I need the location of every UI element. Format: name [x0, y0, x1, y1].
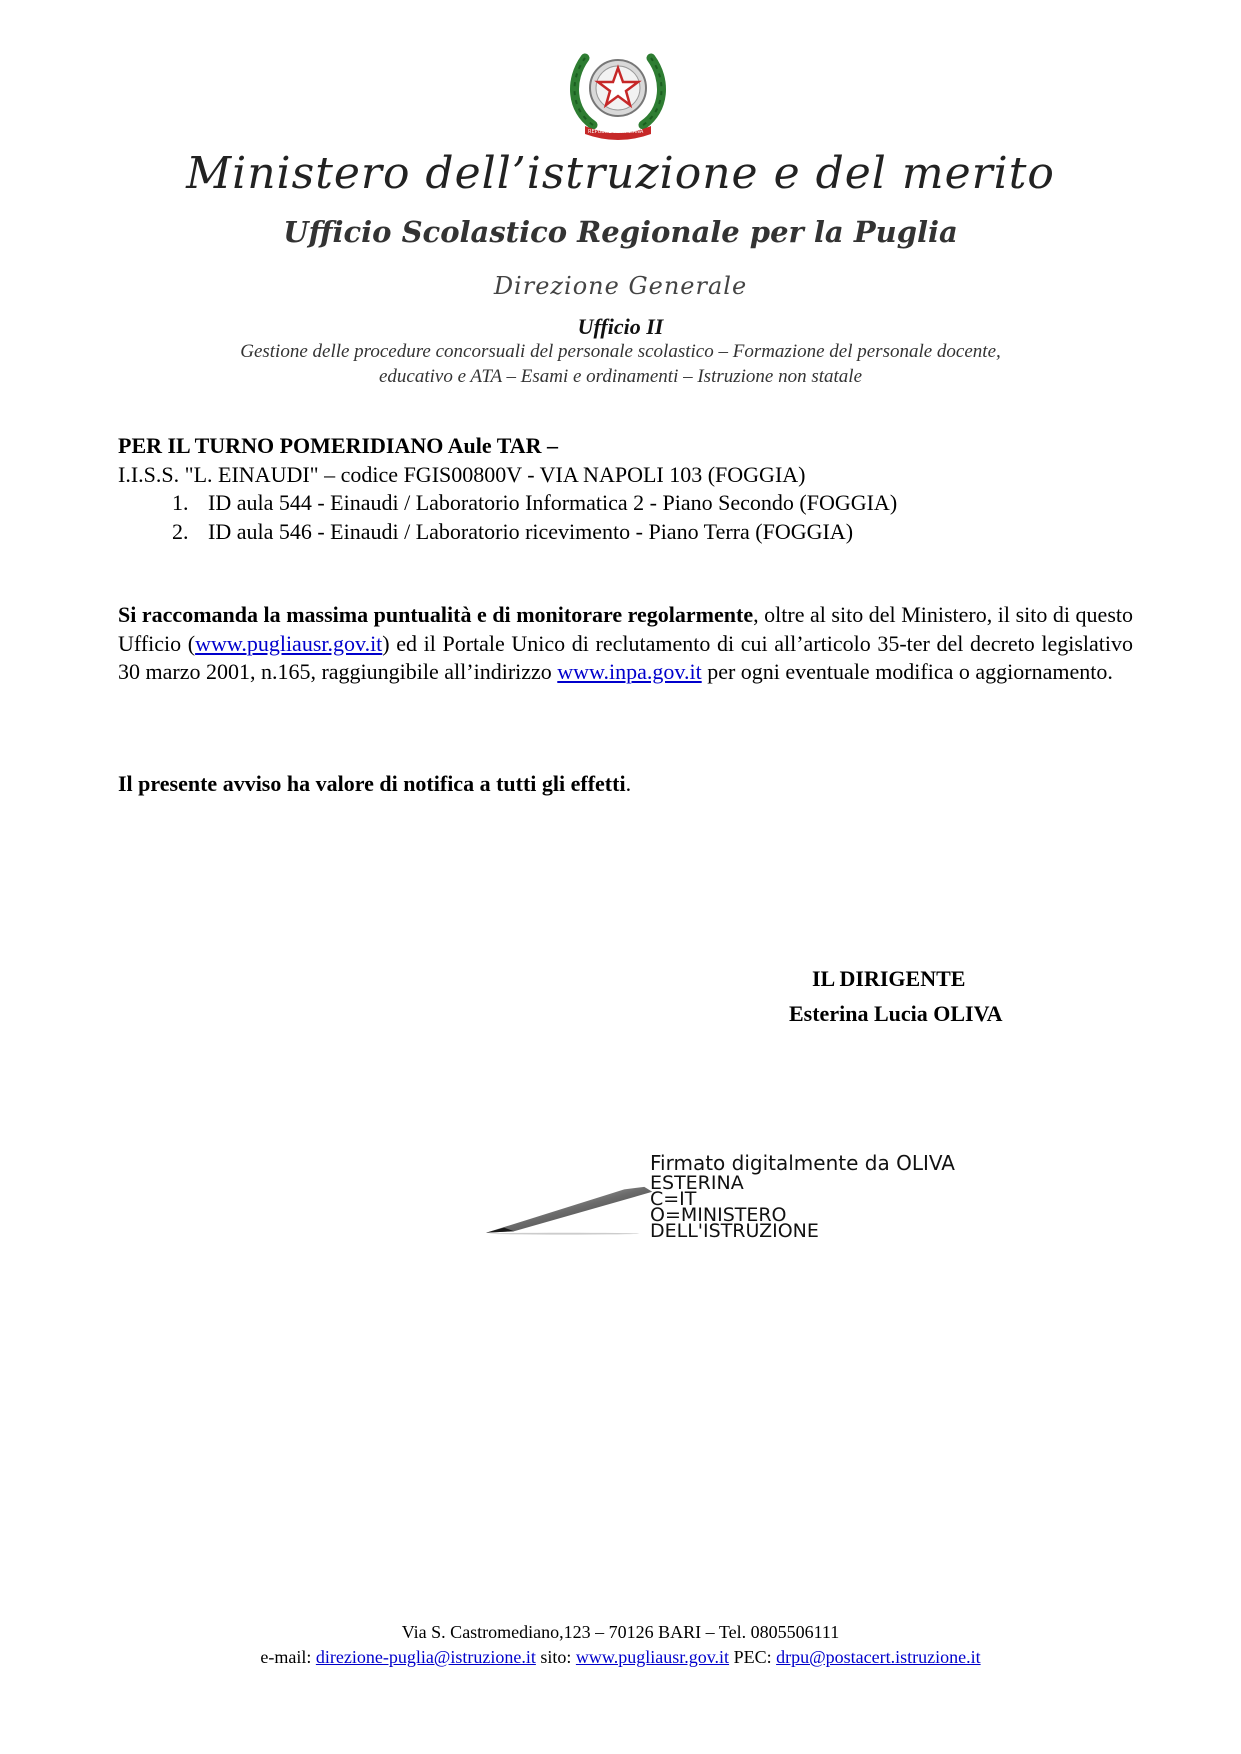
- recommendation-text-2: ) ed il Portale Unico di reclutamento di cui all’articolo 35-ter del decreto legislativo 30 marzo 2001, n.165, raggiungibile all’indirizzo: [118, 630, 1133, 684]
- recommendation-bold: Si raccomanda la massima puntualità e di monitorare regolarmente: [118, 602, 754, 627]
- email-link[interactable]: direzione-puglia@istruzione.it: [315, 1647, 536, 1667]
- digital-signature-line3: C=IT: [650, 1188, 697, 1210]
- signatory-role: IL DIRIGENTE: [812, 966, 966, 991]
- recommendation-text-1: , oltre al sito del Ministero, il sito di questo Ufficio (: [118, 602, 1133, 656]
- regional-office-name: Ufficio Scolastico Regionale per la Puglia: [283, 215, 958, 249]
- recommendation-text-3: per ogni eventuale modifica o aggiornamento.: [701, 659, 1113, 684]
- office-name: Ufficio II: [577, 314, 664, 339]
- digital-signature-line1: Firmato digitalmente da OLIVA: [650, 1151, 955, 1175]
- digital-signature-text: [650, 1151, 955, 1242]
- pen-icon: [484, 1130, 654, 1290]
- ministry-name: Ministero dell’istruzione e del merito: [186, 148, 1055, 199]
- digital-signature-line4: O=MINISTERO: [650, 1204, 787, 1226]
- turno-section: [118, 432, 1133, 489]
- site-link[interactable]: www.pugliausr.gov.it: [575, 1647, 730, 1667]
- emblem-ribbon-text: REPUBBLICA ITALIANA: [588, 129, 644, 135]
- pec-link[interactable]: drpu@postacert.istruzione.it: [776, 1647, 981, 1667]
- office-description-line1: Gestione delle procedure concorsuali del personale scolastico – Formazione del personale docente,: [240, 341, 1001, 362]
- inpa-link[interactable]: www.inpa.gov.it: [557, 659, 702, 684]
- footer: [0, 1620, 1241, 1670]
- pec-label: PEC:: [729, 1647, 777, 1667]
- notice-end: .: [625, 771, 632, 796]
- office-description-line2: educativo e ATA – Esami e ordinamenti – Istruzione non statale: [378, 366, 863, 387]
- office-description: [150, 339, 1091, 389]
- signatory-name: Esterina Lucia OLIVA: [789, 1001, 1003, 1026]
- rooms-list: [118, 489, 1133, 546]
- site-label: sito:: [535, 1647, 576, 1667]
- direction-name: Direzione Generale: [493, 272, 748, 300]
- list-item: 2. ID aula 546 - Einaudi / Laboratorio ricevimento - Piano Terra (FOGGIA): [194, 518, 1133, 547]
- pugliausr-link[interactable]: www.pugliausr.gov.it: [195, 630, 383, 656]
- digital-signature-line5: DELL'ISTRUZIONE: [650, 1220, 819, 1242]
- digital-signature-line2: ESTERINA: [650, 1172, 744, 1194]
- list-item: 1. ID aula 544 - Einaudi / Laboratorio Informatica 2 - Piano Secondo (FOGGIA): [194, 489, 1133, 518]
- school-line: I.I.S.S. "L. EINAUDI" – codice FGIS00800V - VIA NAPOLI 103 (FOGGIA): [118, 461, 806, 487]
- recommendation-paragraph: [118, 601, 1133, 687]
- footer-contacts: [0, 1645, 1241, 1670]
- notice-bold: Il presente avviso ha valore di notifica a tutti gli effetti: [118, 771, 626, 796]
- notice-paragraph: [118, 770, 1133, 799]
- turno-title: PER IL TURNO POMERIDIANO Aule TAR –: [118, 433, 559, 458]
- italian-republic-emblem: [563, 40, 673, 140]
- footer-address: Via S. Castromediano,123 – 70126 BARI – Tel. 0805506111: [401, 1622, 840, 1642]
- email-label: e-mail:: [260, 1647, 316, 1667]
